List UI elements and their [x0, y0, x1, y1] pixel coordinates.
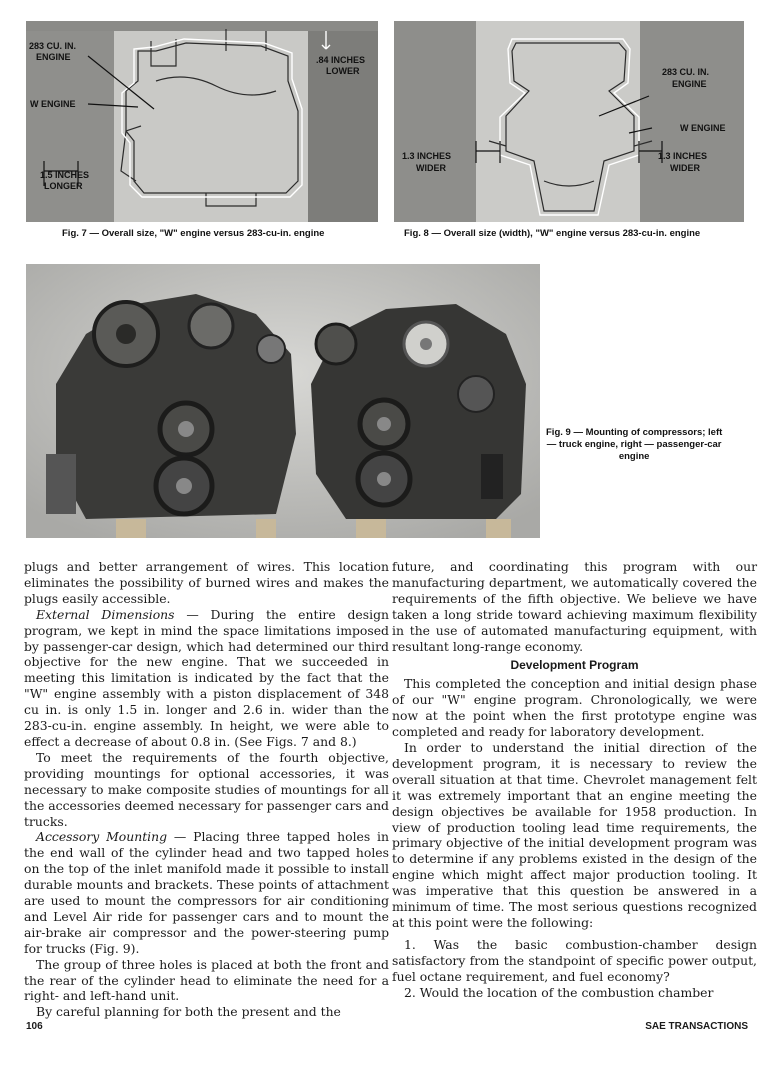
right-paragraph-1: future, and coordinating this program with our manufacturing department, we automatically covered the requirements of the fifth objective. We believe we have taken a long stride toward achieving maximum flexibility in the use of automated manufacturing equipment, with resultant long-range economy. [392, 559, 757, 654]
left-paragraph-4-text: — Placing three tapped holes in the end wall of the cylinder head and two tapped holes on the top of the inlet manifold made it possible to install durable mounts and brackets. These points of attachment are used to mount the compressors for air conditioning and Level Air ride for passenger cars and to mount the air-brake air compressor and the power-steering pump for trucks (Fig. 9). [24, 829, 389, 956]
fig8-label-w-engine: W ENGINE [680, 123, 726, 133]
figure-8-caption: Fig. 8 — Overall size (width), "W" engine versus 283-cu-in. engine [404, 228, 701, 239]
journal-name: SAE TRANSACTIONS [645, 1021, 748, 1032]
fig7-label-lower: LOWER [326, 66, 360, 76]
page-number: 106 [26, 1021, 43, 1032]
fig8-label-wider-left-value: 1.3 INCHES [402, 151, 452, 161]
fig7-label-longer-value: 1.5 INCHES [40, 170, 90, 180]
figure-9-caption-line-3: engine [618, 451, 650, 462]
left-paragraph-5: The group of three holes is placed at both the front and the rear of the cylinder head to eliminate the need for a right- and left-hand unit. [24, 956, 389, 1004]
fig7-label-w-engine: W ENGINE [30, 99, 76, 109]
fig7-label-283-engine: ENGINE [36, 52, 71, 62]
left-paragraph-2-text: — During the entire design program, we kept in mind the space limitations imposed by passenger-car design, which had determined our third objective for the new engine. That we succeeded in meeting this limitation is indicated by the fact that the "W" engine assembly with a piston displacement of 348 cu in. is only 1.5 in. longer and 2.6 in. wider than the 283-cu-in. engine assembly. In height, we were able to effect a decrease of about 0.8 in. (See Figs. 7 and 8.) [24, 606, 389, 749]
figure-8-image [394, 21, 744, 222]
left-paragraph-1: plugs and better arrangement of wires. This location eliminates the possibility of burned wires and makes the plugs easily accessible. [24, 559, 389, 606]
fig7-label-lower-value: .84 INCHES [316, 55, 366, 65]
passenger-car-engine-shape [311, 304, 526, 538]
fig8-label-283: 283 CU. IN. [662, 67, 710, 77]
section-heading-development-program: Development Program [510, 658, 639, 673]
fig8-label-283-engine: ENGINE [672, 79, 707, 89]
fig7-label-283: 283 CU. IN. [29, 41, 77, 51]
figure-9-caption [546, 427, 722, 463]
left-text-column [24, 559, 389, 1020]
fig8-label-wider-right-value: 1.3 INCHES [658, 151, 708, 161]
right-list-item-2: 2. Would the location of the combustion chamber [404, 984, 714, 1000]
left-paragraph-accessory-mounting [24, 829, 389, 956]
right-text-column [392, 559, 757, 1000]
fig8-label-wider-left: WIDER [416, 163, 446, 173]
left-paragraph-3: To meet the requirements of the fourth objective, providing mountings for optional accessories, it was necessary to make composite studies of mountings for all the accessories deemed necessary for passenger cars and trucks. [24, 749, 389, 829]
left-paragraph-external-dimensions [24, 607, 389, 750]
left-paragraph-6: By careful planning for both the present and the [36, 1004, 341, 1020]
fig8-label-wider-right: WIDER [670, 163, 700, 173]
figure-9-caption-line-1: Fig. 9 — Mounting of compressors; left [546, 427, 723, 438]
figure-7-image [26, 21, 378, 222]
figure-9-caption-line-2: — truck engine, right — passenger-car [546, 439, 722, 450]
figure-7-caption: Fig. 7 — Overall size, "W" engine versus 283-cu-in. engine [62, 228, 325, 239]
fig7-label-longer: LONGER [44, 181, 83, 191]
subhead-accessory-mounting: Accessory Mounting [36, 829, 168, 845]
subhead-external-dimensions: External Dimensions [36, 606, 175, 622]
figure-9-photo [26, 264, 540, 538]
right-paragraph-2: This completed the conception and initial design phase of our "W" engine program. Chronologically, we were now at the point when the first prototype engine was completed and ready for laboratory development. [392, 676, 757, 740]
right-paragraph-3: In order to understand the initial direction of the development program, it is necessary to review the overall situation at that time. Chevrolet management felt it was extremely important that an engine meeting the design objectives be available for 1958 production. In view of production tooling lead time requirements, the primary objective of the initial development program was to determine if any problems existed in the design of the engine which might affect major production tooling. It was imperative that this question be answered in a minimum of time. The most serious questions recognized at this point were the following: [392, 739, 757, 930]
right-list-item-1: 1. Was the basic combustion-chamber design satisfactory from the standpoint of specific power output, fuel octane requirement, and fuel economy? [392, 936, 757, 984]
